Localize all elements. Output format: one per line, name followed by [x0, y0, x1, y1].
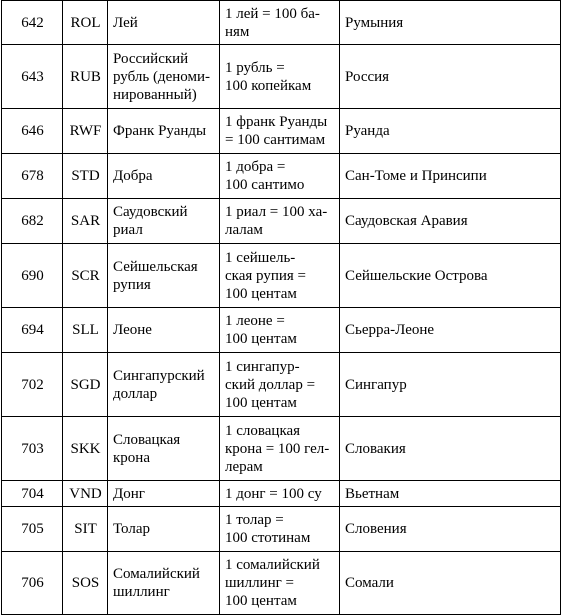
currency-name-cell: Саудовский риал	[108, 199, 220, 244]
subunit-cell: 1 сингапур- ский доллар = 100 центам	[220, 353, 340, 417]
country-cell: Словения	[340, 507, 561, 552]
numeric-code-cell: 702	[2, 353, 63, 417]
currency-name-cell: Сейшельская рупия	[108, 244, 220, 308]
country-cell: Сомали	[340, 552, 561, 615]
table-row	[2, 45, 561, 109]
alpha-code-cell: ROL	[63, 1, 108, 45]
numeric-code-cell: 646	[2, 109, 63, 154]
alpha-code-cell: SGD	[63, 353, 108, 417]
currency-name-cell: Толар	[108, 507, 220, 552]
alpha-code-cell: SOS	[63, 552, 108, 615]
subunit-cell: 1 леоне = 100 центам	[220, 308, 340, 353]
alpha-code-cell: SIT	[63, 507, 108, 552]
currency-name-cell: Донг	[108, 481, 220, 507]
currency-table	[1, 0, 561, 615]
table-row	[2, 154, 561, 199]
alpha-code-cell: SCR	[63, 244, 108, 308]
alpha-code-cell: SLL	[63, 308, 108, 353]
subunit-cell: 1 франк Руанды = 100 сантимам	[220, 109, 340, 154]
numeric-code-cell: 694	[2, 308, 63, 353]
numeric-code-cell: 706	[2, 552, 63, 615]
subunit-cell: 1 рубль = 100 копейкам	[220, 45, 340, 109]
currency-name-cell: Словацкая крона	[108, 417, 220, 481]
alpha-code-cell: RUB	[63, 45, 108, 109]
numeric-code-cell: 682	[2, 199, 63, 244]
numeric-code-cell: 705	[2, 507, 63, 552]
alpha-code-cell: SKK	[63, 417, 108, 481]
currency-name-cell: Сингапурский доллар	[108, 353, 220, 417]
subunit-cell: 1 толар = 100 стотинам	[220, 507, 340, 552]
alpha-code-cell: VND	[63, 481, 108, 507]
country-cell: Сьерра-Леоне	[340, 308, 561, 353]
table-row	[2, 308, 561, 353]
table-row	[2, 417, 561, 481]
subunit-cell: 1 словацкая крона = 100 гел- лерам	[220, 417, 340, 481]
alpha-code-cell: RWF	[63, 109, 108, 154]
currency-name-cell: Лей	[108, 1, 220, 45]
country-cell: Россия	[340, 45, 561, 109]
subunit-cell: 1 донг = 100 су	[220, 481, 340, 507]
subunit-cell: 1 риал = 100 ха- лалам	[220, 199, 340, 244]
currency-table-body	[2, 1, 561, 615]
numeric-code-cell: 704	[2, 481, 63, 507]
currency-name-cell: Сомалийский шиллинг	[108, 552, 220, 615]
currency-name-cell: Леоне	[108, 308, 220, 353]
numeric-code-cell: 703	[2, 417, 63, 481]
numeric-code-cell: 678	[2, 154, 63, 199]
alpha-code-cell: SAR	[63, 199, 108, 244]
table-row	[2, 552, 561, 615]
table-row	[2, 199, 561, 244]
currency-name-cell: Добра	[108, 154, 220, 199]
subunit-cell: 1 сейшель- ская рупия = 100 центам	[220, 244, 340, 308]
numeric-code-cell: 642	[2, 1, 63, 45]
country-cell: Словакия	[340, 417, 561, 481]
subunit-cell: 1 сомалийский шиллинг = 100 центам	[220, 552, 340, 615]
table-row	[2, 353, 561, 417]
subunit-cell: 1 добра = 100 сантимо	[220, 154, 340, 199]
country-cell: Сейшельские Острова	[340, 244, 561, 308]
table-row	[2, 481, 561, 507]
numeric-code-cell: 643	[2, 45, 63, 109]
numeric-code-cell: 690	[2, 244, 63, 308]
currency-name-cell: Российский рубль (деноми- нированный)	[108, 45, 220, 109]
subunit-cell: 1 лей = 100 ба- ням	[220, 1, 340, 45]
alpha-code-cell: STD	[63, 154, 108, 199]
table-row	[2, 109, 561, 154]
country-cell: Саудовская Аравия	[340, 199, 561, 244]
country-cell: Вьетнам	[340, 481, 561, 507]
country-cell: Руанда	[340, 109, 561, 154]
country-cell: Румыния	[340, 1, 561, 45]
table-row	[2, 244, 561, 308]
table-row	[2, 507, 561, 552]
country-cell: Сан-Томе и Принсипи	[340, 154, 561, 199]
table-row	[2, 1, 561, 45]
country-cell: Сингапур	[340, 353, 561, 417]
currency-name-cell: Франк Руанды	[108, 109, 220, 154]
